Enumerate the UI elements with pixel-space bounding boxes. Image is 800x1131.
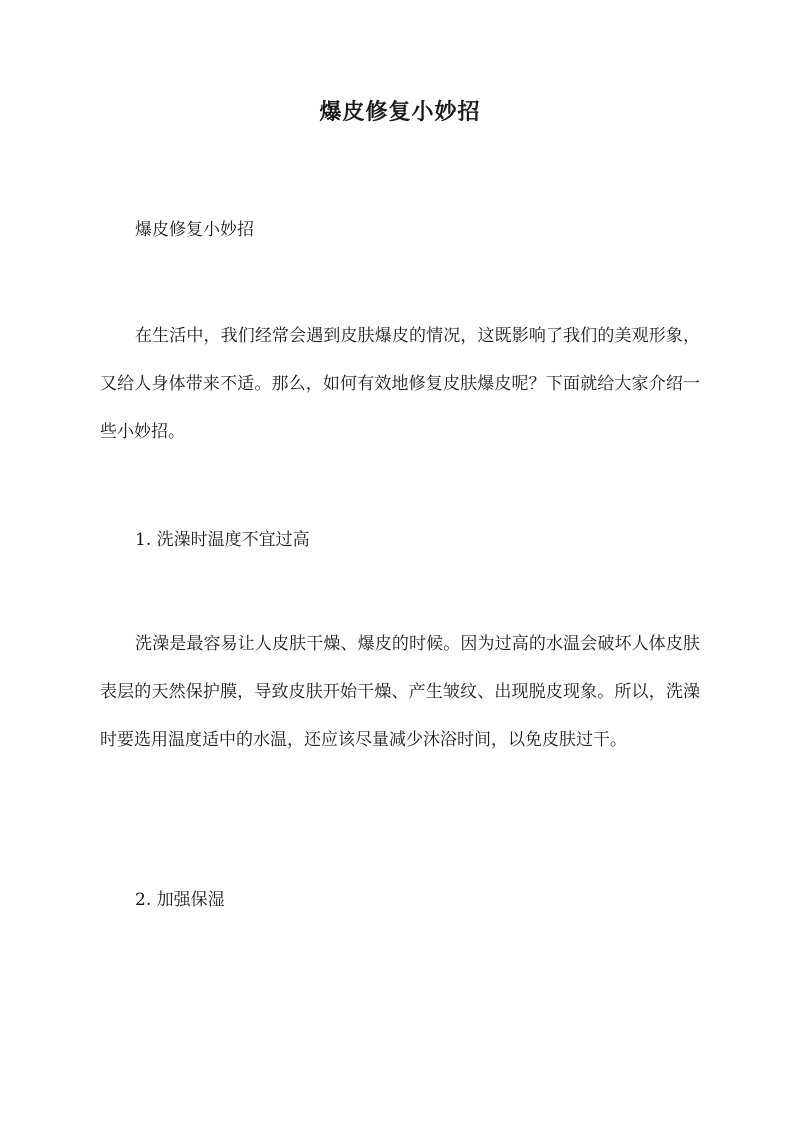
section-heading-2: 2. 加强保湿 [135,890,225,910]
intro-paragraph: 在生活中，我们经常会遇到皮肤爆皮的情况，这既影响了我们的美观形象，又给人身体带来不适。那么，如何有效地修复皮肤爆皮呢？下面就给大家介绍一些小妙招。 [100,326,700,442]
document-subtitle: 爆皮修复小妙招 [135,220,254,240]
section-body-1: 洗澡是最容易让人皮肤干燥、爆皮的时候。因为过高的水温会破坏人体皮肤表层的天然保护膜，导致皮肤开始干燥、产生皱纹、出现脱皮现象。所以，洗澡时要选用温度适中的水温，还应该尽量减少沐浴时间，以免皮肤过干。 [100,634,700,750]
page-title: 爆皮修复小妙招 [319,99,481,125]
section-heading-1: 1. 洗澡时温度不宜过高 [135,530,310,550]
